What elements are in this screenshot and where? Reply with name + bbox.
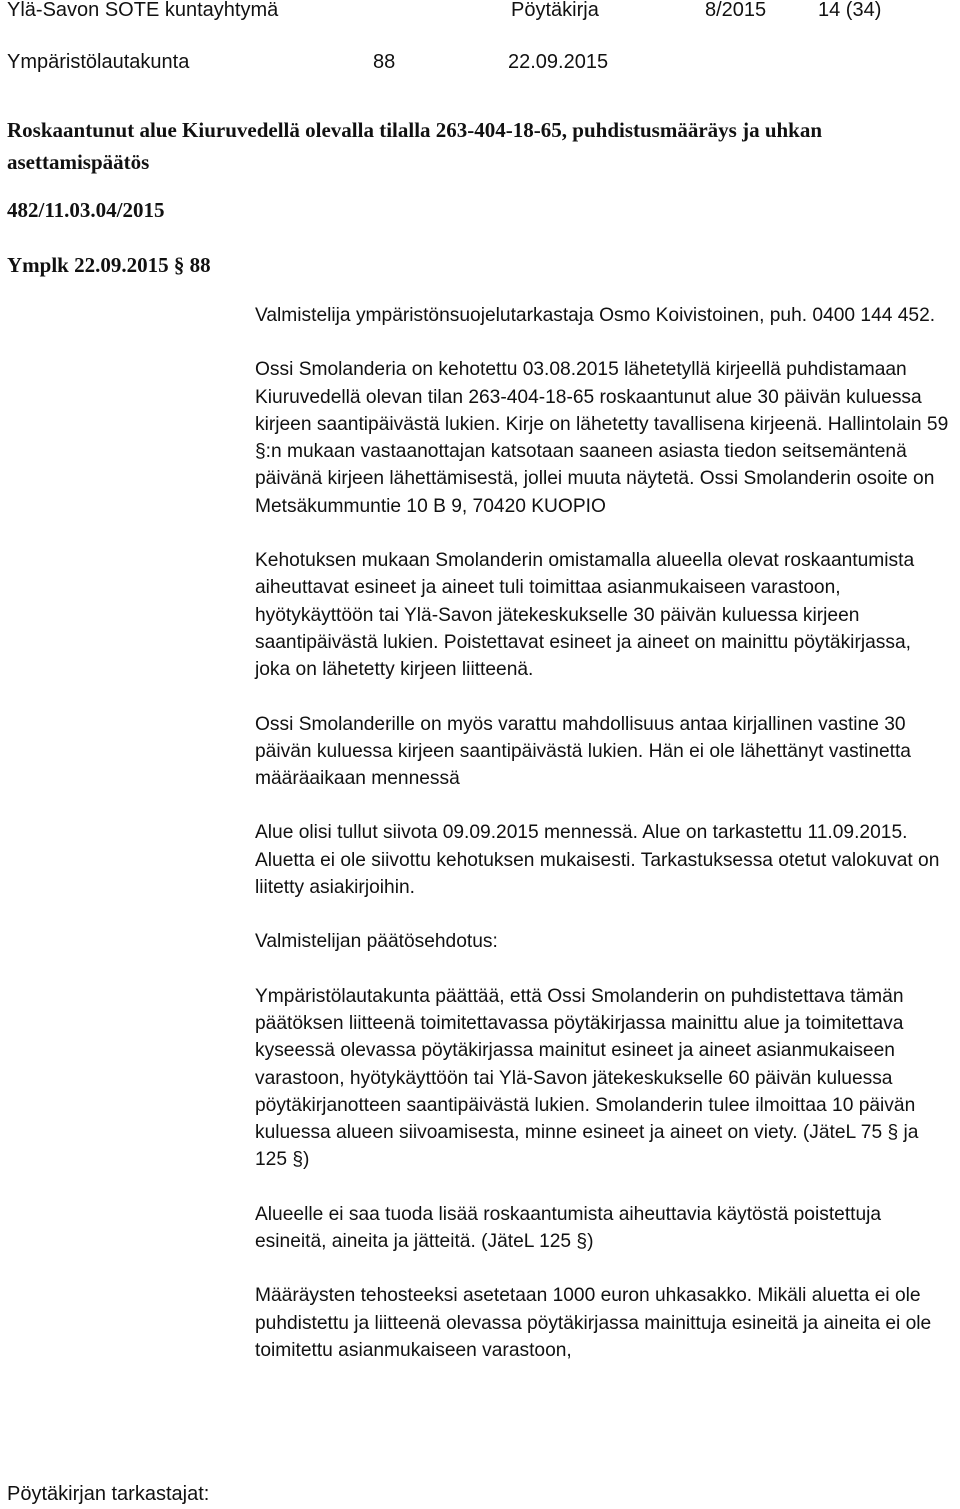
notice-paragraph: Ossi Smolanderia on kehotettu 03.08.2015 lähetetyllä kirjeellä puhdistamaan Kiuruvedellä olevan tilan 263-404-18-65 roskaantunut alue 30 päivän kuluessa kirjeen saantipäivästä lukien. Kirje on lähetetty tavallisena kirjeenä. Hallintolain 59 §:n mukaan vastaanottajan katsotaan saaneen asiasta tiedon seitsemäntenä päivänä kirjeen lähettämisestä, jollei muuta näytetä. Ossi Smolanderin osoite on Metsäkummuntie 10 B 9, 70420 KUOPIO	[255, 359, 949, 517]
board-name: Ympäristölautakunta	[7, 51, 190, 73]
instruction-paragraph: Kehotuksen mukaan Smolanderin omistamalla alueella olevat roskaantumista aiheuttavat esineet ja aineet tuli toimittaa asianmukaiseen varastoon, hyötykäyttöön tai Ylä-Savon jätekeskukselle 30 päivän kuluessa kirjeen saantipäivästä lukien. Poistettavat esineet ja aineet on mainittu pöytäkirjassa, joka on lähetetty kirjeen liitteenä.	[255, 550, 915, 681]
organization-name: Ylä-Savon SOTE kuntayhtymä	[7, 0, 279, 21]
inspection-paragraph: Alue olisi tullut siivota 09.09.2015 mennessä. Alue on tarkastettu 11.09.2015. Aluetta ei ole siivottu kehotuksen mukaisesti. Tarkastuksessa otetut valokuvat on liitetty asiakirjoihin.	[255, 822, 940, 899]
minute-reference: Ymplk 22.09.2015 § 88	[7, 253, 211, 277]
page-title: Roskaantunut alue Kiuruvedellä olevalla tilalla 263-404-18-65, puhdistusmääräys ja uhkan asettamispäätös	[7, 118, 823, 174]
penalty-paragraph: Määräysten tehosteeksi asetetaan 1000 euron uhkasakko. Mikäli aluetta ei ole puhdistettu ja liitteenä olevassa pöytäkirjassa mainittuja esineitä ja aineita ei ole toimitettu asianmukaiseen varastoon,	[255, 1285, 932, 1361]
response-paragraph: Ossi Smolanderille on myös varattu mahdollisuus antaa kirjallinen vastine 30 päivän kuluessa kirjeen saantipäivästä lukien. Hän ei ole lähettänyt vastinetta määräaikaan mennessä	[255, 713, 911, 790]
meeting-date: 22.09.2015	[508, 51, 609, 73]
document-type: Pöytäkirja	[511, 0, 599, 21]
reference-number: 482/11.03.04/2015	[7, 198, 165, 222]
preparer-paragraph: Valmistelija ympäristönsuojelutarkastaja Osmo Koivistoinen, puh. 0400 144 452.	[255, 305, 936, 326]
document-body	[255, 302, 950, 1391]
document-number: 8/2015	[705, 0, 767, 21]
section-number: 88	[373, 51, 396, 73]
prohibition-paragraph: Alueelle ei saa tuoda lisää roskaantumista aiheuttavia käytöstä poistettuja esineitä, aineita ja jätteitä. (JäteL 125 §)	[255, 1203, 882, 1253]
proposal-label: Valmistelijan päätösehdotus:	[255, 931, 498, 953]
decision-paragraph: Ympäristölautakunta päättää, että Ossi Smolanderin on puhdistettava tämän päätöksen liitteenä toimitettavassa pöytäkirjassa mainittu alue ja toimitettava kyseessä olevassa pöytäkirjassa mainitut esineet ja aineet asianmukaiseen varastoon, hyötykäyttöön tai Ylä-Savon jätekeskukselle 60 päivän kuluessa pöytäkirjanotteen saantipäivästä lukien. Smolanderin tulee ilmoittaa 10 päivän kuluessa alueen siivoamisesta, minne esineet ja aineet on viety. (JäteL 75 § ja 125 §)	[255, 985, 919, 1171]
minutes-reviewers-label: Pöytäkirjan tarkastajat:	[7, 1483, 210, 1505]
page-number: 14 (34)	[818, 0, 882, 21]
